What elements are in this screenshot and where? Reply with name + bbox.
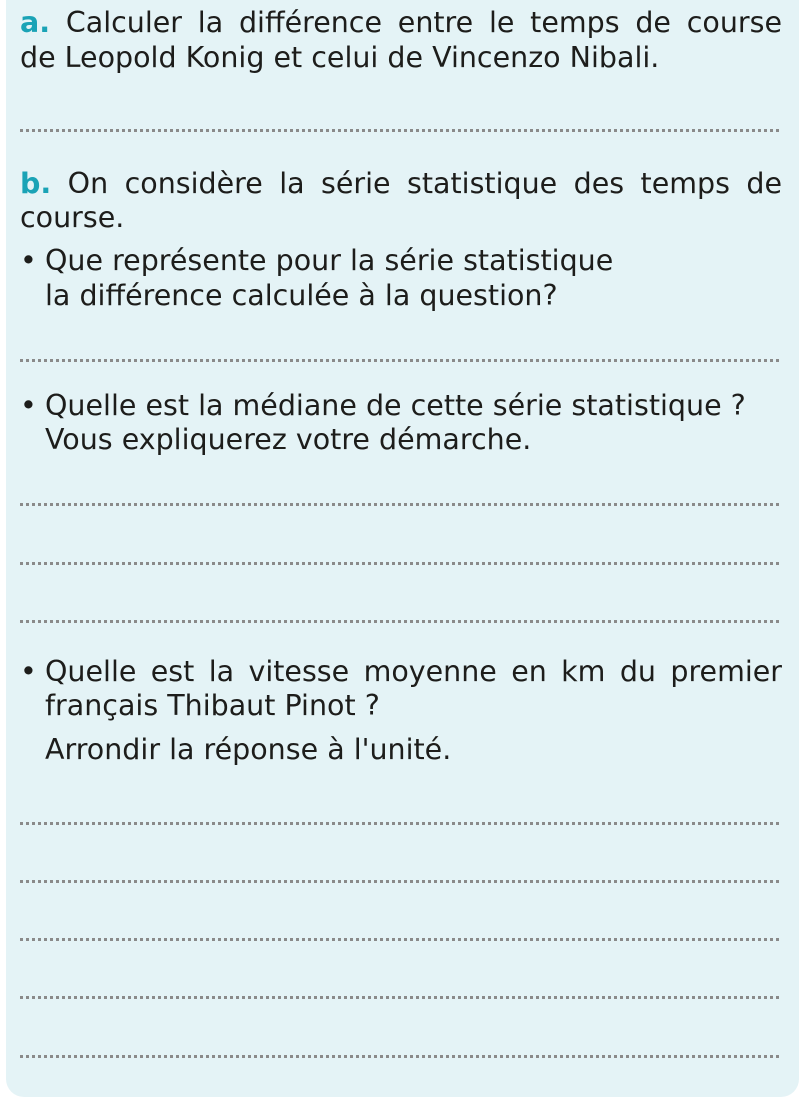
bullet-2-text-line-2: Vous expliquerez votre démarche.	[45, 423, 532, 456]
bullet-1-text-line-2: la différence calculée à la question?	[45, 279, 558, 312]
bullet-3-marker: •	[20, 655, 37, 688]
exercise-panel	[6, 0, 799, 1097]
question-a-line-1	[20, 6, 782, 40]
question-a-text-line-1: Calculer la différence entre le temps de course	[65, 6, 783, 39]
answer-line-b2-3[interactable]	[20, 620, 779, 623]
question-a-letter: a.	[20, 6, 51, 39]
answer-line-b3-2[interactable]	[20, 880, 779, 883]
answer-line-b3-4[interactable]	[20, 996, 779, 999]
bullet-2-marker: •	[20, 389, 37, 422]
bullet-3-text-line-3: Arrondir la réponse à l'unité.	[45, 733, 452, 766]
answer-line-a-1[interactable]	[20, 129, 779, 132]
bullet-3-text-line-1: Quelle est la vitesse moyenne en km du premier	[45, 655, 782, 688]
question-b-text-line-2: course.	[20, 201, 125, 234]
answer-line-b3-3[interactable]	[20, 938, 779, 941]
answer-line-b3-1[interactable]	[20, 822, 779, 825]
answer-line-b2-1[interactable]	[20, 503, 779, 506]
question-a-text-line-2: de Leopold Konig et celui de Vincenzo Nibali.	[20, 41, 660, 74]
answer-line-b3-5[interactable]	[20, 1055, 779, 1058]
bullet-1-text-line-1: Que représente pour la série statistique	[45, 244, 614, 277]
bullet-1-marker: •	[20, 244, 37, 277]
bullet-3-text-line-2: français Thibaut Pinot ?	[45, 689, 380, 722]
question-b-letter: b.	[20, 167, 52, 200]
bullet-2-text-line-1: Quelle est la médiane de cette série statistique ?	[45, 389, 746, 422]
answer-line-b2-2[interactable]	[20, 562, 779, 565]
answer-line-b1-1[interactable]	[20, 359, 779, 362]
question-b-line-1	[20, 167, 782, 201]
question-b-text-line-1: On considère la série statistique des temps de	[67, 167, 782, 200]
